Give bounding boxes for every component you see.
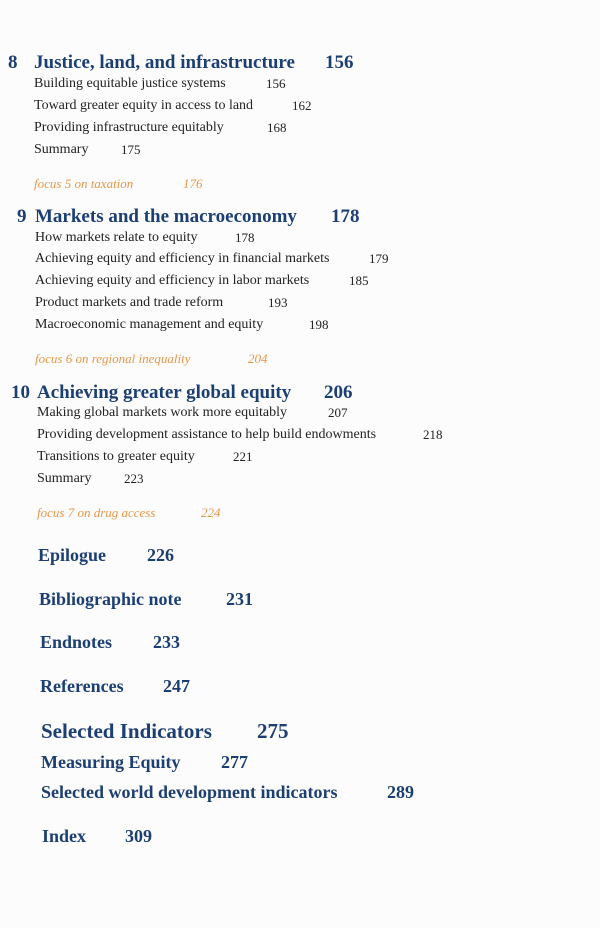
backmatter-title[interactable]: Selected Indicators (41, 719, 212, 743)
section-page: 156 (266, 76, 286, 91)
section-title[interactable]: Achieving equity and efficiency in financial markets (35, 251, 330, 266)
section-page: 198 (309, 317, 329, 332)
section-title[interactable]: Summary (37, 471, 92, 486)
section-title[interactable]: Summary (34, 142, 89, 157)
focus-page: 176 (183, 176, 203, 191)
chapter-page: 156 (325, 52, 354, 73)
section-page: 178 (235, 230, 255, 245)
section-title[interactable]: Transitions to greater equity (37, 449, 195, 464)
section-page: 193 (268, 295, 288, 310)
backmatter-title[interactable]: References (40, 676, 124, 696)
section-page: 175 (121, 142, 141, 157)
chapter-number: 10 (11, 382, 30, 403)
backmatter-title[interactable]: Endnotes (40, 632, 113, 652)
focus-title[interactable]: focus 6 on regional inequality (35, 351, 191, 366)
backmatter-page: 247 (163, 676, 190, 696)
chapter-page: 206 (324, 382, 353, 403)
chapter-page: 178 (331, 206, 360, 227)
focus-title[interactable]: focus 5 on taxation (34, 176, 134, 191)
backmatter-title[interactable]: Bibliographic note (39, 589, 182, 609)
backmatter-title[interactable]: Epilogue (38, 545, 107, 565)
focus-page: 224 (201, 505, 221, 520)
backmatter-page: 277 (221, 752, 248, 772)
section-title[interactable]: Making global markets work more equitably (37, 405, 287, 420)
section-title[interactable]: Providing infrastructure equitably (34, 120, 224, 135)
chapter-number: 8 (8, 52, 18, 73)
focus-page: 204 (248, 351, 268, 366)
section-page: 223 (124, 471, 144, 486)
section-title[interactable]: Achieving equity and efficiency in labor markets (35, 273, 310, 288)
focus-title[interactable]: focus 7 on drug access (37, 505, 156, 520)
chapter-number: 9 (17, 206, 27, 227)
section-title[interactable]: Toward greater equity in access to land (34, 98, 254, 113)
backmatter-title[interactable]: Selected world development indicators (41, 782, 338, 802)
chapter-title[interactable]: Markets and the macroeconomy (35, 206, 297, 227)
section-title[interactable]: Product markets and trade reform (35, 295, 224, 310)
section-title[interactable]: Providing development assistance to help build endowments (37, 427, 377, 442)
backmatter-page: 289 (387, 782, 414, 802)
backmatter-page: 275 (257, 719, 289, 743)
section-page: 221 (233, 449, 253, 464)
section-page: 162 (292, 98, 312, 113)
backmatter-title[interactable]: Measuring Equity (41, 752, 181, 772)
backmatter-page: 231 (226, 589, 253, 609)
section-page: 207 (328, 405, 348, 420)
chapter-title[interactable]: Achieving greater global equity (37, 382, 292, 403)
section-title[interactable]: How markets relate to equity (35, 230, 198, 245)
section-page: 185 (349, 273, 369, 288)
section-page: 179 (369, 251, 389, 266)
backmatter-title[interactable]: Index (42, 826, 87, 846)
section-page: 218 (423, 427, 443, 442)
section-page: 168 (267, 120, 287, 135)
backmatter-page: 233 (153, 632, 180, 652)
chapter-title[interactable]: Justice, land, and infrastructure (34, 52, 295, 73)
section-title[interactable]: Macroeconomic management and equity (35, 317, 264, 332)
section-title[interactable]: Building equitable justice systems (34, 76, 226, 91)
backmatter-page: 309 (125, 826, 152, 846)
backmatter-page: 226 (147, 545, 174, 565)
